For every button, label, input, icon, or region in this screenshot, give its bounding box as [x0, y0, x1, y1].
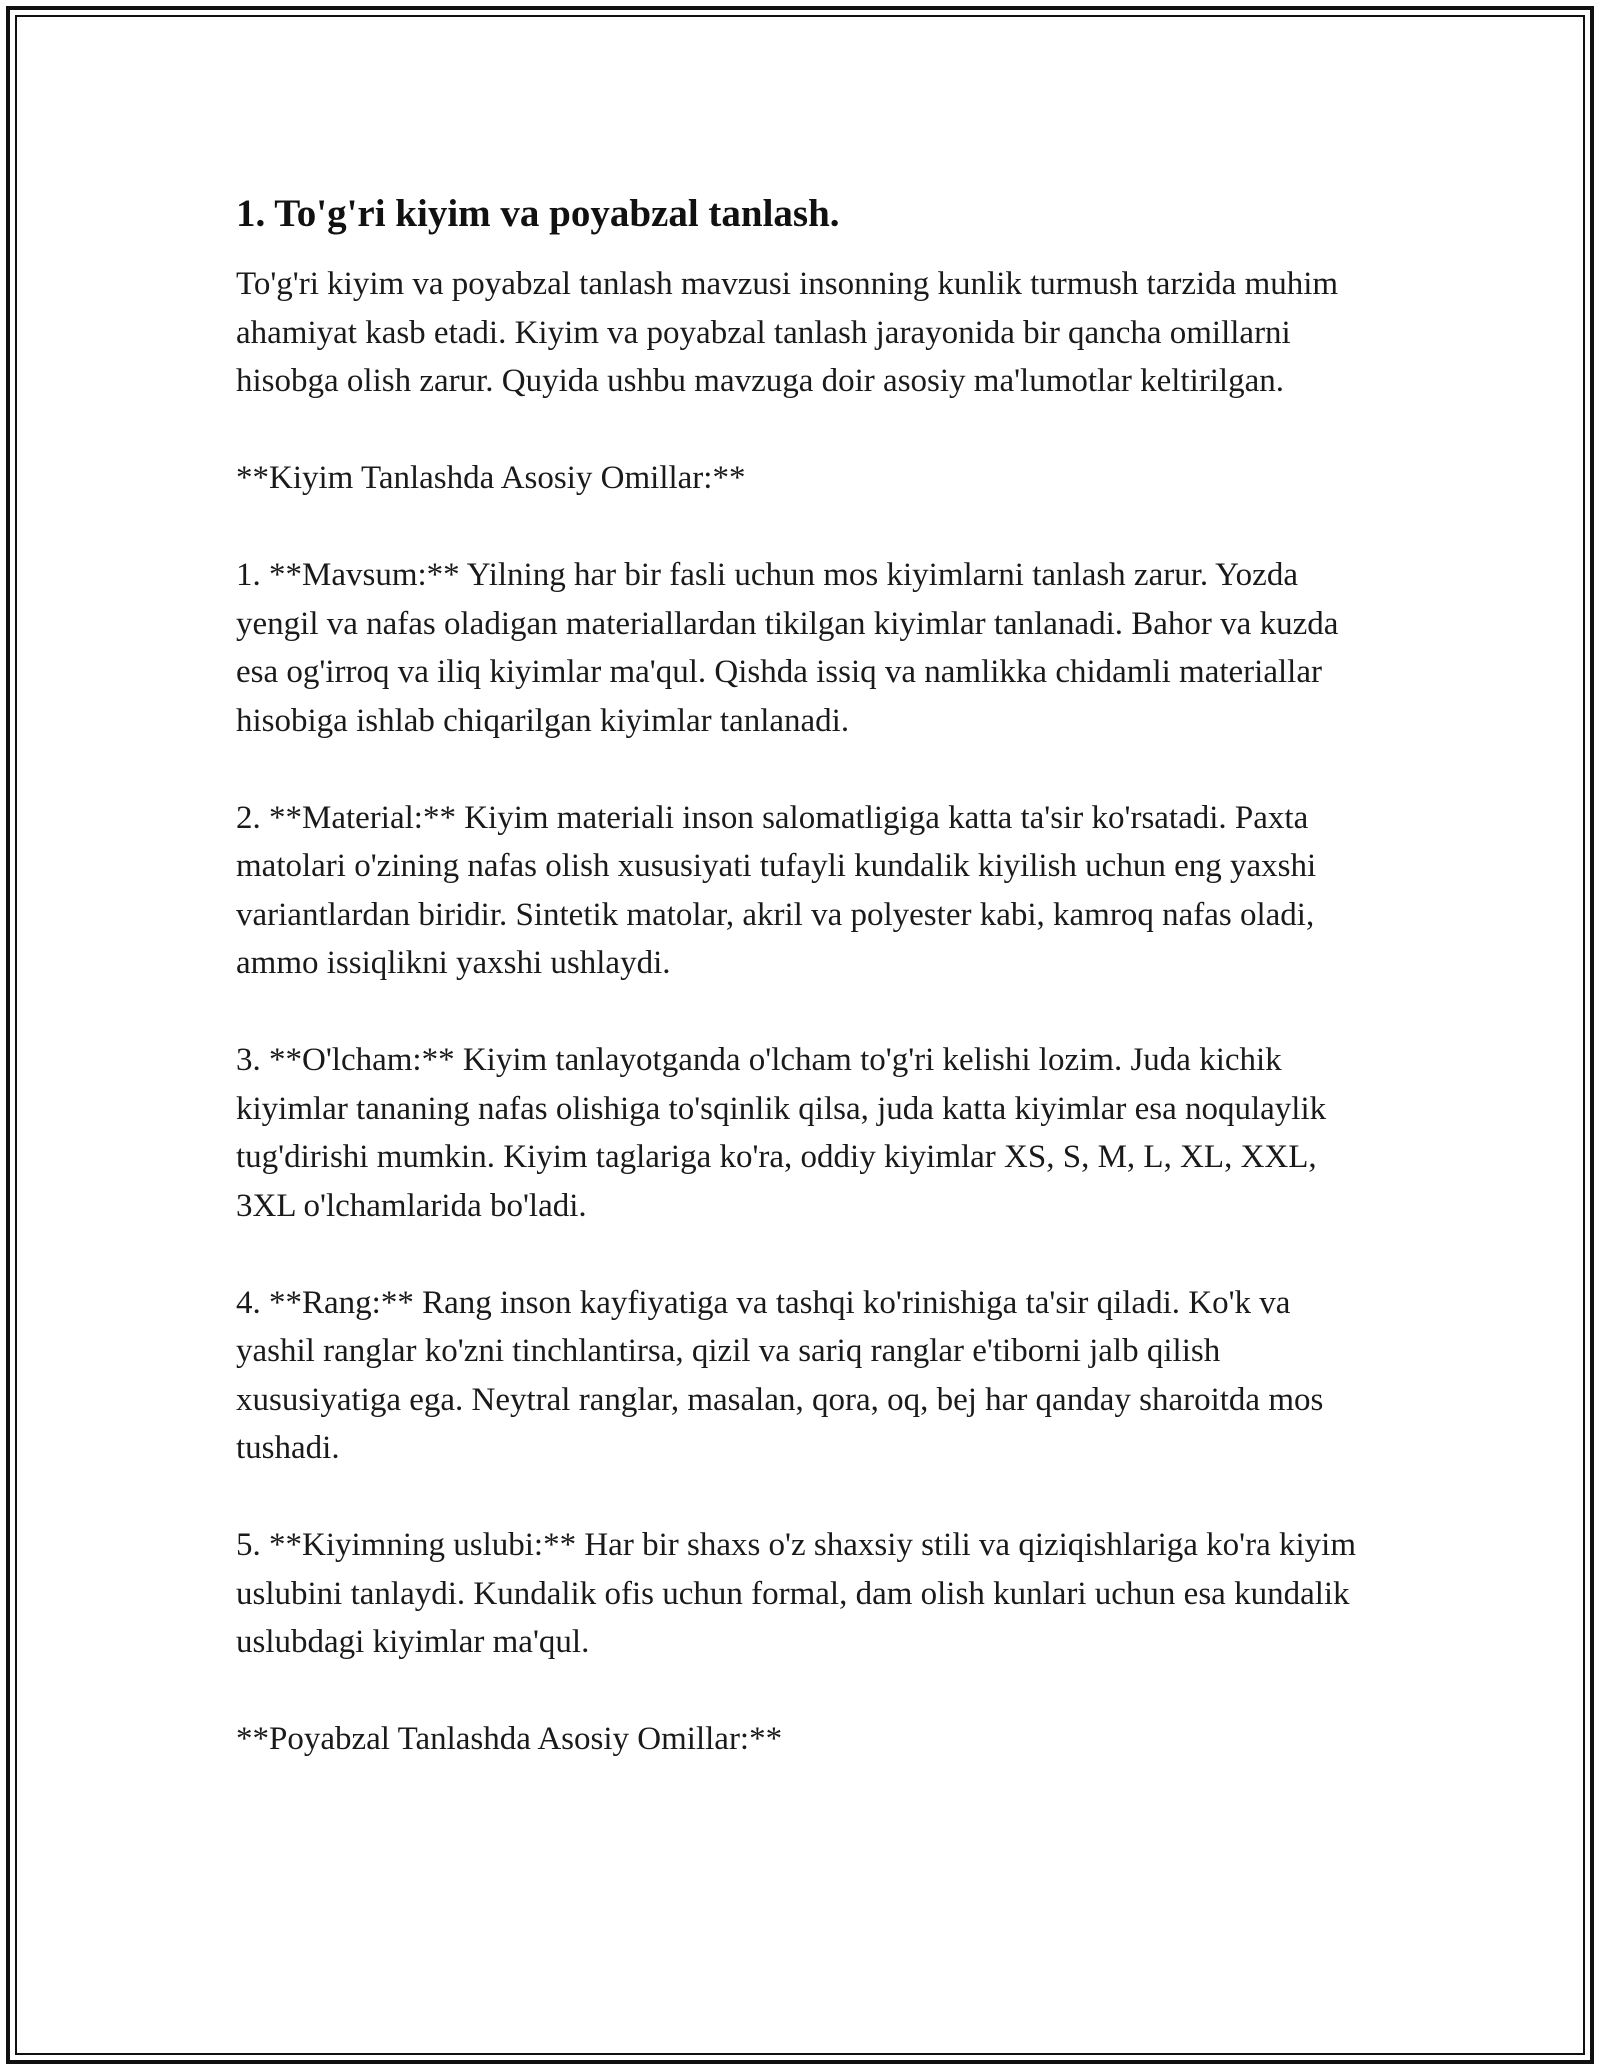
intro-paragraph: To'g'ri kiyim va poyabzal tanlash mavzusi insonning kunlik turmush tarzida muhim ahamiyat kasb etadi. Kiyim va poyabzal tanlash jarayonida bir qancha omillarni hisobga olish zarur. Quyida ushbu mavzuga doir asosiy ma'lumotlar keltirilgan. [236, 266, 1339, 399]
size-paragraph: 3. **O'lcham:** Kiyim tanlayotganda o'lcham to'g'ri kelishi lozim. Juda kichik kiyimlar tananing nafas olishiga to'sqinlik qilsa, juda katta kiyimlar esa noqulaylik tug'dirishi mumkin. Kiyim taglariga ko'ra, oddiy kiyimlar XS, S, M, L, XL, XXL, 3XL o'lchamlarida bo'ladi. [236, 1042, 1327, 1224]
document-title: 1. To'g'ri kiyim va poyabzal tanlash. [236, 192, 840, 235]
season-paragraph: 1. **Mavsum:** Yilning har bir fasli uchun mos kiyimlarni tanlash zarur. Yozda yengil va nafas oladigan materiallardan tikilgan kiyimlar tanlanadi. Bahor va kuzda esa og'irroq va iliq kiyimlar ma'qul. Qishda issiq va namlikka chidamli materiallar hisobiga ishlab chiqarilgan kiyimlar tanlanadi. [236, 557, 1339, 739]
material-paragraph: 2. **Material:** Kiyim materiali inson salomatligiga katta ta'sir ko'rsatadi. Paxta matolari o'zining nafas olish xususiyati tufayli kundalik kiyilish uchun eng yaxshi variantlardan biridir. Sintetik matolar, akril va polyester kabi, kamroq nafas oladi, ammo issiqlikni yaxshi ushlaydi. [236, 799, 1317, 981]
style-paragraph: 5. **Kiyimning uslubi:** Har bir shaxs o'z shaxsiy stili va qiziqishlariga ko'ra kiyim uslubini tanlaydi. Kundalik ofis uchun formal, dam olish kunlari uchun esa kundalik uslubdagi kiyimlar ma'qul. [236, 1527, 1357, 1660]
color-paragraph: 4. **Rang:** Rang inson kayfiyatiga va tashqi ko'rinishiga ta'sir qiladi. Ko'k va yashil ranglar ko'zni tinchlantirsa, qizil va sariq ranglar e'tiborni jalb qilish xususiyatiga ega. Neytral ranglar, masalan, qora, oq, bej har qanday sharoitda mos tushadi. [236, 1284, 1324, 1466]
clothing-factors-heading: **Kiyim Tanlashda Asosiy Omillar:** [236, 460, 746, 496]
footwear-factors-heading: **Poyabzal Tanlashda Asosiy Omillar:** [236, 1721, 783, 1757]
document-body [236, 188, 1376, 1764]
